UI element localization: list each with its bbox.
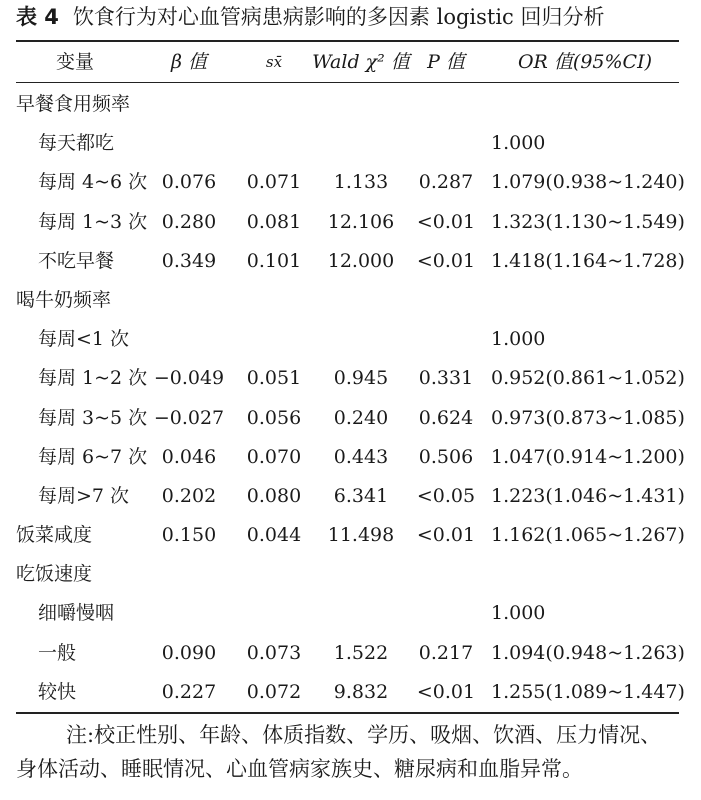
cell-wald: 11.498 xyxy=(327,524,395,547)
cell-se: 0.056 xyxy=(246,406,302,429)
table-row xyxy=(16,477,685,516)
header-beta: β 值 xyxy=(170,51,208,73)
cell-or: 1.162(1.065~1.267) xyxy=(491,524,685,547)
table-row xyxy=(16,242,685,281)
cell-variable: 每周 4~6 次 xyxy=(38,171,148,194)
cell-beta: 0.076 xyxy=(161,171,217,194)
cell-se: 0.070 xyxy=(246,445,302,468)
cell-p: <0.01 xyxy=(416,210,476,233)
cell-variable: 每天都吃 xyxy=(38,132,115,155)
cell-p: 0.506 xyxy=(418,445,474,468)
cell-beta: −0.027 xyxy=(153,406,225,429)
cell-p: 0.624 xyxy=(418,406,474,429)
cell-variable: 饭菜咸度 xyxy=(16,524,93,547)
table-row xyxy=(16,438,685,477)
table-title: 饮食行为对心血管病患病影响的多因素 logistic 回归分析 xyxy=(72,5,605,29)
cell-beta: 0.150 xyxy=(161,524,217,547)
table-note xyxy=(16,718,682,786)
cell-se: 0.073 xyxy=(246,641,302,664)
header-or: OR 值(95%CI) xyxy=(517,51,653,73)
note-line-2: 身体活动、睡眠情况、心血管病家族史、糖尿病和血脂异常。 xyxy=(16,757,583,781)
cell-variable: 每周>7 次 xyxy=(38,484,130,507)
cell-p: <0.05 xyxy=(416,484,476,507)
cell-se: 0.072 xyxy=(246,680,302,703)
cell-variable: 不吃早餐 xyxy=(38,249,115,272)
header-se: sx̄ xyxy=(265,53,283,71)
cell-p: 0.331 xyxy=(418,367,474,390)
table-row xyxy=(16,124,679,163)
header-p: P 值 xyxy=(427,51,465,73)
cell-beta: 0.046 xyxy=(161,445,217,468)
cell-se: 0.081 xyxy=(246,210,302,233)
cell-variable: 每周 6~7 次 xyxy=(38,445,148,468)
cell-variable: 每周<1 次 xyxy=(38,328,130,351)
cell-se: 0.071 xyxy=(246,171,302,194)
cell-or: 1.418(1.164~1.728) xyxy=(491,249,685,272)
cell-wald: 1.522 xyxy=(333,641,389,664)
cell-se: 0.051 xyxy=(246,367,302,390)
cell-wald: 0.945 xyxy=(333,367,389,390)
cell-or: 1.094(0.948~1.263) xyxy=(491,641,685,664)
table-row xyxy=(16,203,685,242)
cell-wald: 0.240 xyxy=(333,406,389,429)
cell-variable: 早餐食用频率 xyxy=(16,93,131,115)
cell-beta: 0.090 xyxy=(161,641,217,664)
cell-p: 0.217 xyxy=(418,641,474,664)
table-row xyxy=(16,594,679,633)
cell-wald: 9.832 xyxy=(333,680,389,703)
cell-or: 1.255(1.089~1.447) xyxy=(491,680,685,703)
table-row xyxy=(16,516,685,555)
cell-p: <0.01 xyxy=(416,680,476,703)
cell-wald: 0.443 xyxy=(333,445,389,468)
cell-wald: 12.000 xyxy=(327,249,395,272)
table-number: 表 4 xyxy=(16,5,59,29)
table-row xyxy=(16,399,685,438)
cell-wald: 6.341 xyxy=(333,484,389,507)
cell-se: 0.080 xyxy=(246,484,302,507)
header-wald: Wald χ² 值 xyxy=(312,51,410,73)
cell-beta: −0.049 xyxy=(153,367,225,390)
cell-or: 1.223(1.046~1.431) xyxy=(491,484,685,507)
cell-variable: 细嚼慢咽 xyxy=(38,602,115,625)
cell-p: <0.01 xyxy=(416,249,476,272)
cell-wald: 1.133 xyxy=(333,171,389,194)
cell-or: 1.000 xyxy=(491,328,546,351)
cell-or: 1.000 xyxy=(491,132,546,155)
cell-p: <0.01 xyxy=(416,524,476,547)
cell-or: 1.000 xyxy=(491,602,546,625)
header-variable: 变量 xyxy=(56,51,95,73)
cell-wald: 12.106 xyxy=(327,210,395,233)
table-caption xyxy=(16,2,605,32)
cell-variable: 喝牛奶频率 xyxy=(16,288,112,311)
table-row xyxy=(16,85,679,124)
cell-or: 0.973(0.873~1.085) xyxy=(491,406,685,429)
cell-p: 0.287 xyxy=(418,171,474,194)
note-line-1: 注:校正性别、年龄、体质指数、学历、吸烟、饮酒、压力情况、 xyxy=(66,723,662,747)
cell-or: 1.047(0.914~1.200) xyxy=(491,445,685,468)
table-row xyxy=(16,634,685,673)
cell-or: 1.323(1.130~1.549) xyxy=(491,210,685,233)
cell-variable: 较快 xyxy=(38,680,77,703)
table-row xyxy=(16,281,679,320)
cell-variable: 每周 1~3 次 xyxy=(38,210,148,233)
table-row xyxy=(16,320,679,359)
cell-beta: 0.280 xyxy=(161,210,217,233)
table-row xyxy=(16,673,685,712)
cell-se: 0.044 xyxy=(246,524,302,547)
cell-se: 0.101 xyxy=(246,249,302,272)
cell-beta: 0.349 xyxy=(161,249,217,272)
table-row xyxy=(16,359,685,398)
table-row xyxy=(16,555,679,594)
cell-or: 1.079(0.938~1.240) xyxy=(491,171,685,194)
regression-table xyxy=(16,40,685,714)
cell-variable: 吃饭速度 xyxy=(16,563,93,586)
cell-variable: 每周 3~5 次 xyxy=(38,406,148,429)
cell-or: 0.952(0.861~1.052) xyxy=(491,367,685,390)
table-row xyxy=(16,163,685,202)
table-body xyxy=(16,83,685,712)
cell-beta: 0.227 xyxy=(161,680,217,703)
cell-variable: 每周 1~2 次 xyxy=(38,367,148,390)
cell-beta: 0.202 xyxy=(161,484,217,507)
cell-variable: 一般 xyxy=(38,641,77,664)
table-header-row xyxy=(16,42,679,83)
